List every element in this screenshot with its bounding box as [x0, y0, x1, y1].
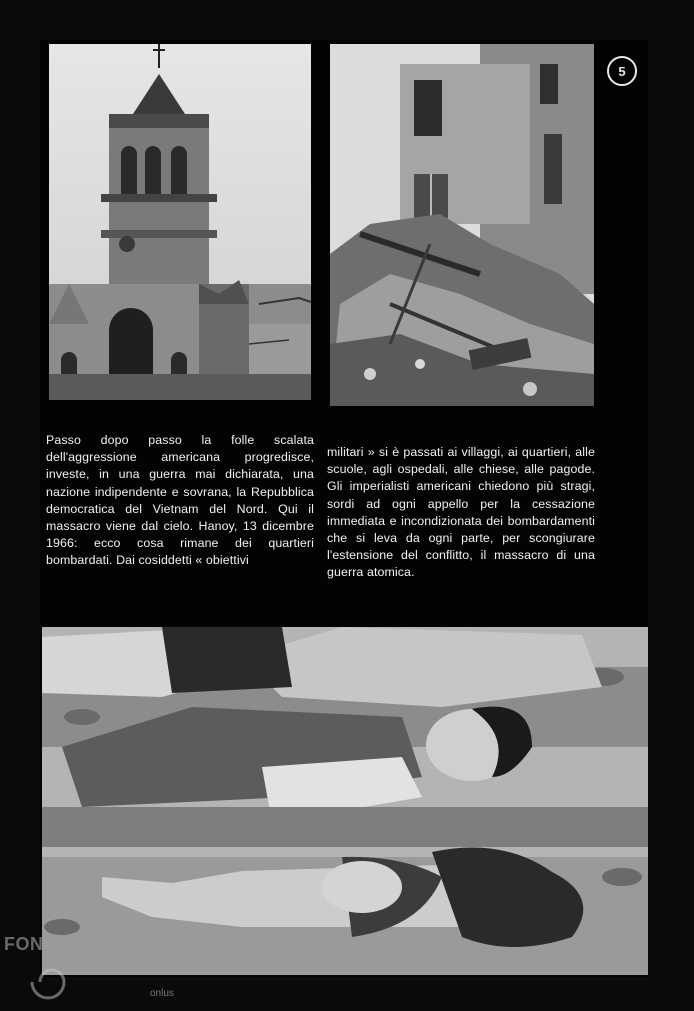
church-ruins-photo [49, 44, 311, 400]
watermark-suffix: onlus [150, 988, 174, 999]
page-number-badge: 5 [607, 56, 637, 86]
watermark-brand: FON [4, 934, 44, 954]
child-victims-illustration [42, 627, 648, 975]
bombed-buildings-illustration [330, 44, 594, 406]
bombed-buildings-photo [330, 44, 594, 406]
caption-left-column: Passo dopo passo la folle scalata dell'aggressione americana progredisce, investe, in una guerra mai dichiarata, una nazione indipendente e sovrana, la Repubblica democratica del Vietnam del Nord. Qui il massacro viene dal cielo. Hanoy, 13 dicembre 1966: ecco cosa rimane dei quartieri bombardati. Dai cosiddetti « obiettivi [46, 433, 314, 568]
watermark-swirl-icon [26, 962, 74, 1002]
child-victims-photo [42, 627, 648, 975]
caption-right-column: militari » si è passati ai villaggi, ai quartieri, alle scuole, agli ospedali, alle chiese, alle pagode. Gli imperialisti americani chiedono più stragi, sordi ad ogni appello per la cessazione immediata e incondizionata dei bombardamenti che si leva da ogni parte, per scongiurare l'estensione del conflitto, il massacro di una guerra atomica. [327, 445, 595, 580]
church-ruins-illustration [49, 44, 311, 400]
